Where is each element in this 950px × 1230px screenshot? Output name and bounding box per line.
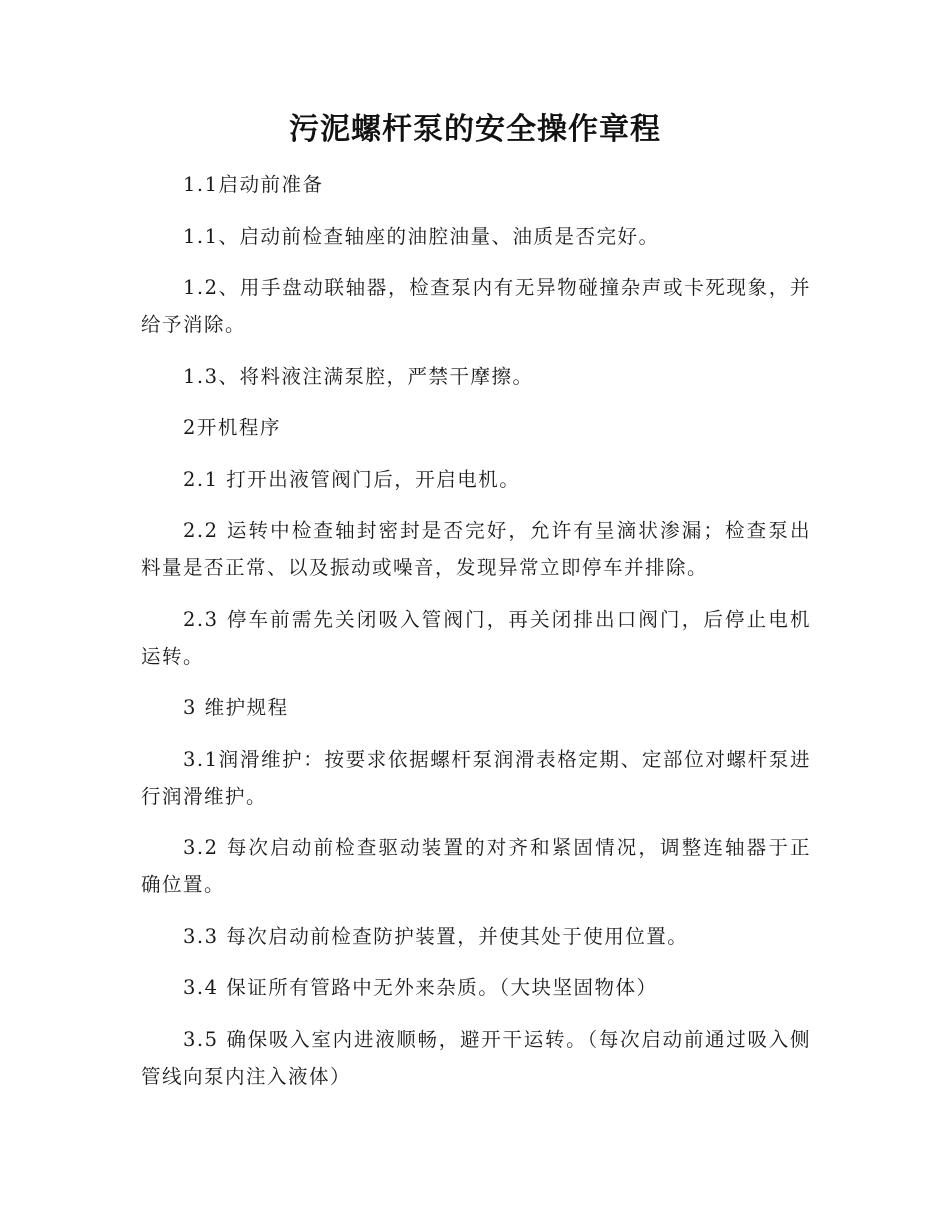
section-heading-2: 2开机程序 — [183, 416, 281, 439]
paragraph-1-3: 1.3、将料液注满泵腔，严禁干摩擦。 — [183, 364, 534, 388]
section-heading-1-1: 1.1启动前准备 — [183, 173, 324, 196]
paragraph-3-5: 3.5 确保吸入室内进液顺畅，避开干运转。（每次启动前通过吸入侧管线向泵内注入液体） — [141, 1027, 811, 1088]
paragraph-3-4: 3.4 保证所有管路中无外来杂质。（大块坚固物体） — [183, 976, 658, 999]
document-title: 污泥螺杆泵的安全操作章程 — [289, 112, 661, 147]
paragraph-2-3: 2.3 停车前需先关闭吸入管阀门，再关闭排出口阀门，后停止电机运转。 — [141, 607, 811, 668]
document-body — [141, 166, 811, 1109]
paragraph-2-2: 2.2 运转中检查轴封密封是否完好，允许有呈滴状渗漏；检查泵出料量是否正常、以及振动或噪音，发现异常立即停车并排除。 — [141, 519, 811, 579]
paragraph-2-1: 2.1 打开出液管阀门后，开启电机。 — [183, 467, 521, 491]
section-heading-3: 3 维护规程 — [183, 696, 289, 719]
paragraph-1-2: 1.2、用手盘动联轴器，检查泵内有无异物碰撞杂声或卡死现象，并给予消除。 — [141, 276, 811, 336]
paragraph-3-3: 3.3 每次启动前检查防护装置，并使其处于使用位置。 — [183, 924, 689, 948]
paragraph-1-1: 1.1、启动前检查轴座的油腔油量、油质是否完好。 — [183, 224, 660, 248]
paragraph-3-2: 3.2 每次启动前检查驱动装置的对齐和紧固情况，调整连轴器于正确位置。 — [141, 836, 811, 896]
paragraph-3-1: 3.1润滑维护：按要求依据螺杆泵润滑表格定期、定部位对螺杆泵进行润滑维护。 — [141, 747, 811, 808]
